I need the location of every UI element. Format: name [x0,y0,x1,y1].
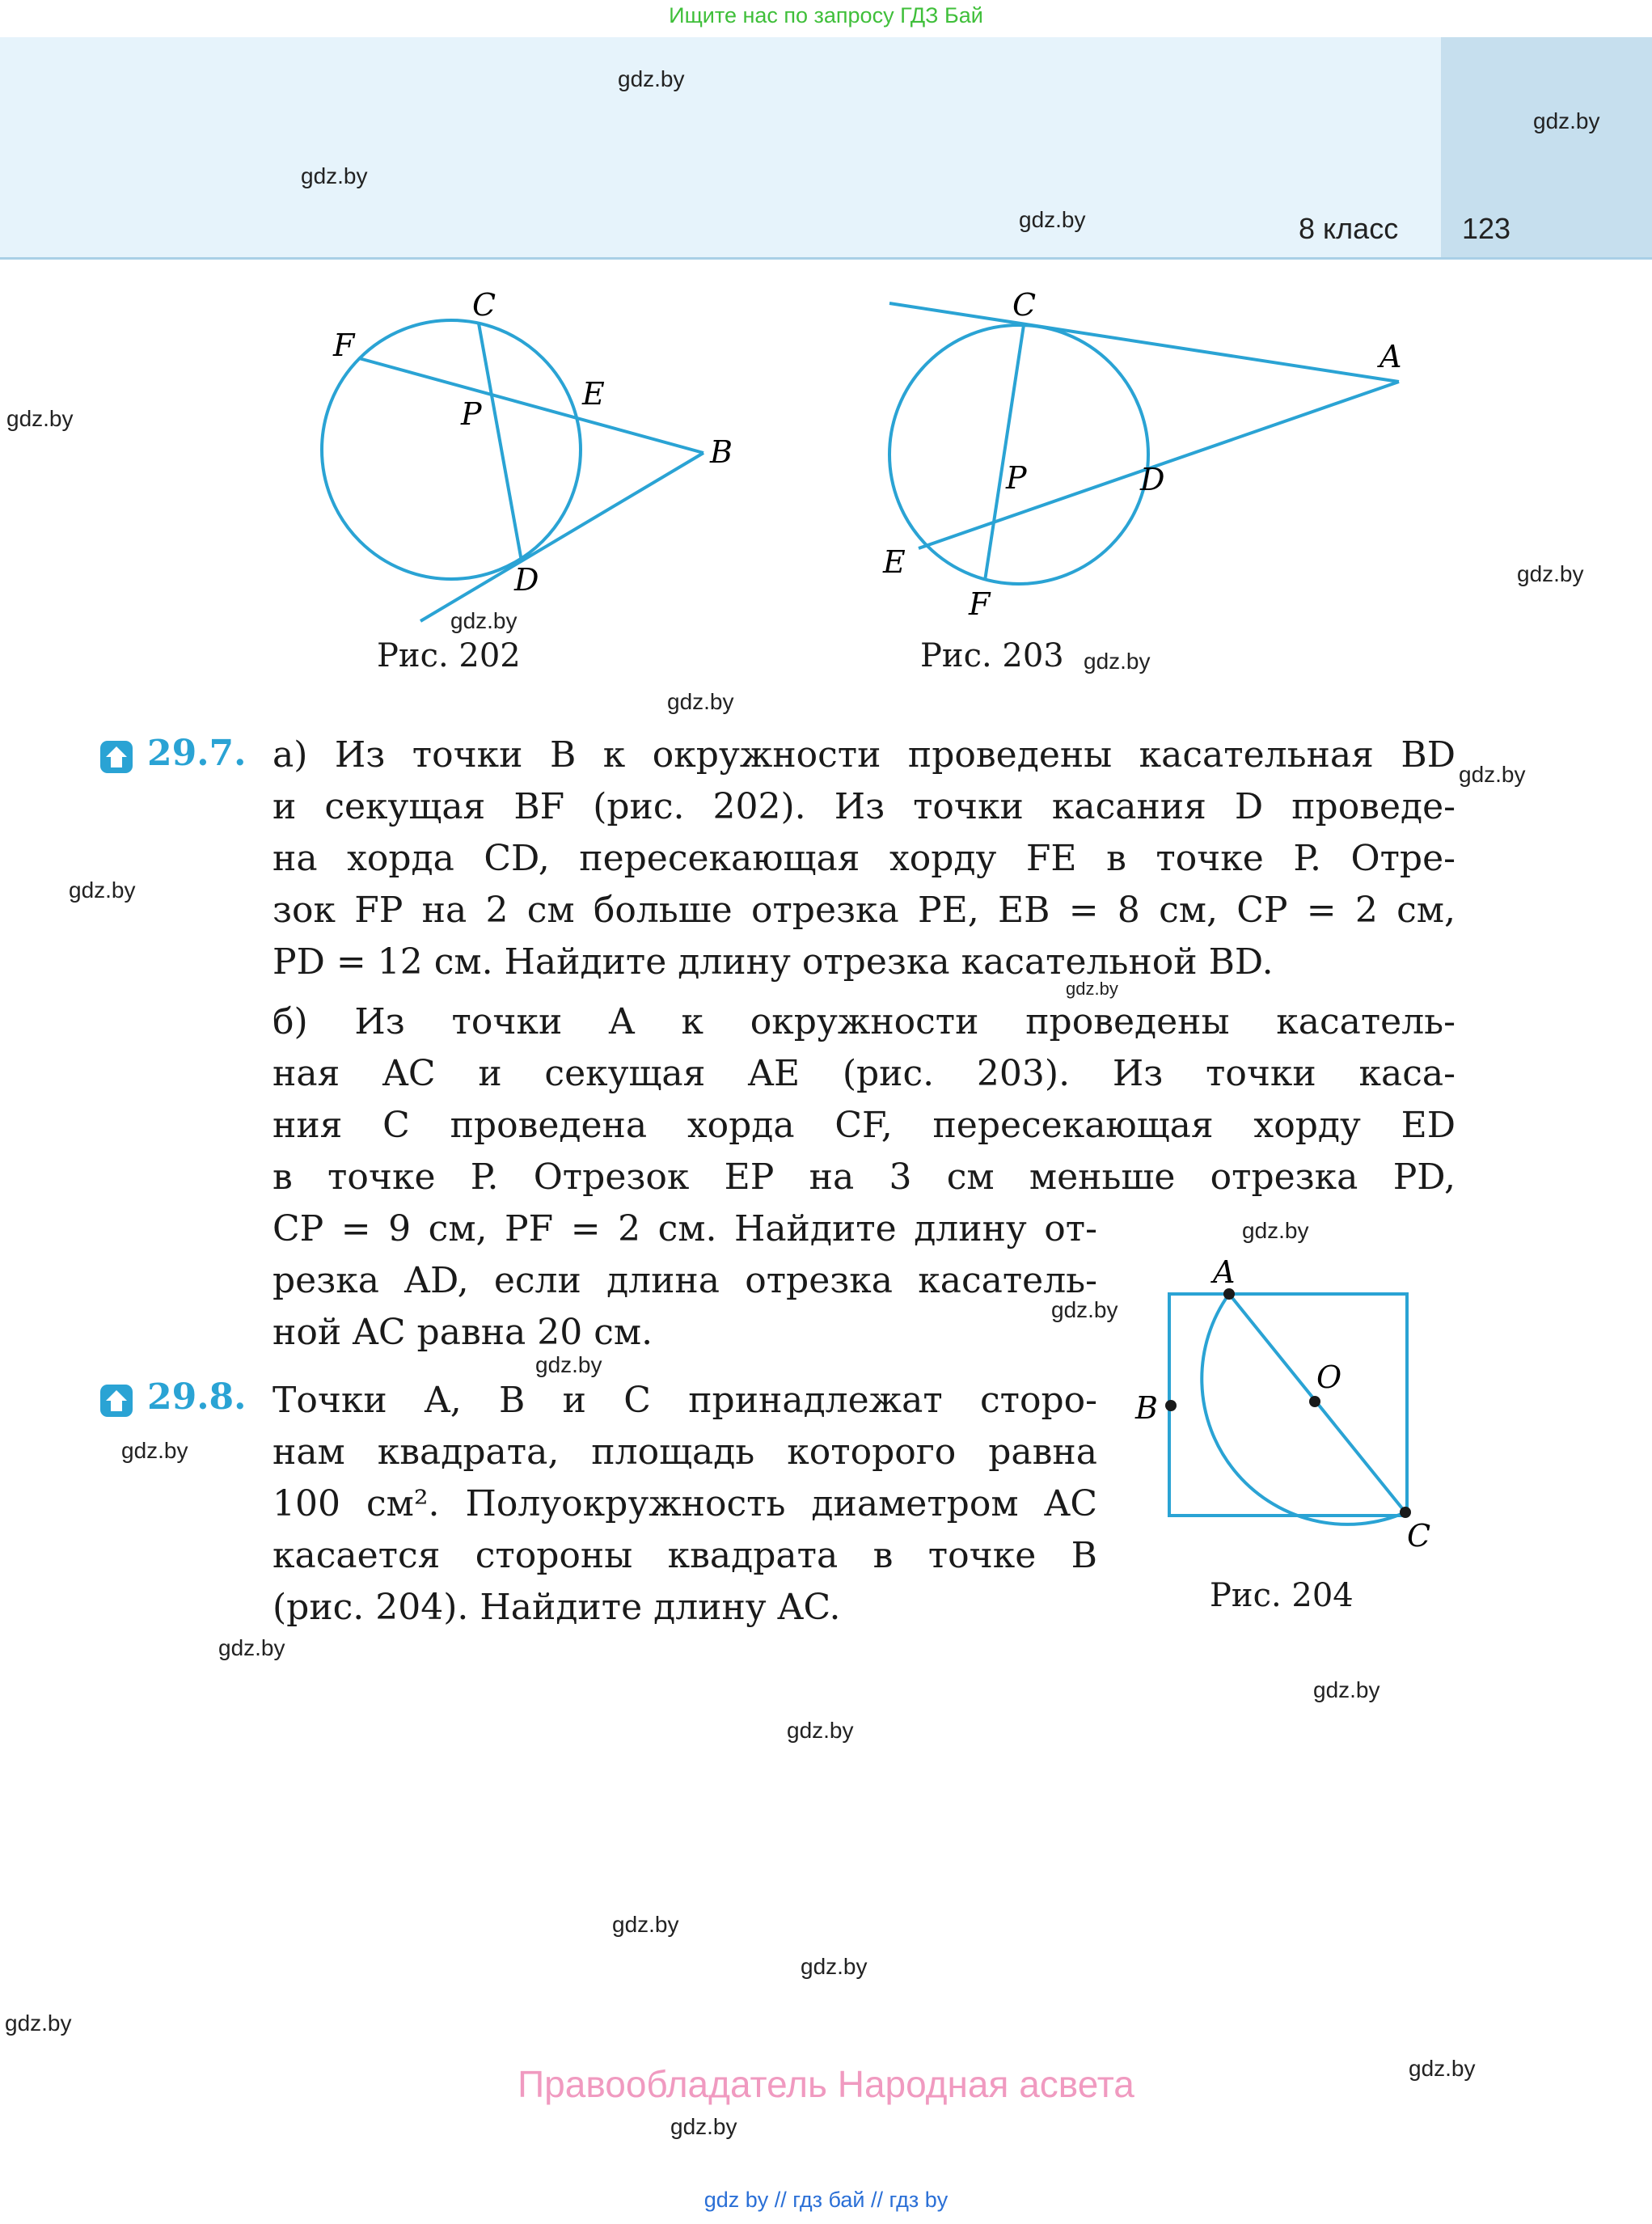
chord-cd [479,323,522,561]
label-O: O [1316,1359,1342,1395]
watermark: gdz.by [6,406,74,431]
page-header [0,37,1652,257]
label-F: F [333,328,355,363]
text-line: ной AC равна 20 см. [273,1312,653,1353]
problem-29-7-text-b-tail [273,1203,1097,1359]
watermark: gdz.by [218,1635,285,1660]
text-line: Точки A, B и C принадлежат сторо- [273,1380,1097,1421]
grade-label: 8 класс [1299,212,1399,245]
watermark: gdz.by [667,689,734,714]
label-P: P [1006,460,1027,496]
label-F: F [969,586,991,622]
problem-number: 29.7. [147,733,247,774]
header-divider [0,257,1652,260]
text-line: (рис. 204). Найдите длину AC. [273,1587,841,1628]
footer-links[interactable]: gdz by // гдз бай // гдз by [703,2188,949,2212]
text-line: б) Из точки A к окружности проведены касатель- [273,1001,1456,1042]
text-line: и секущая BF (рис. 202). Из точки касания D проведе- [273,786,1456,827]
problem-29-7-text-b [273,996,1456,1203]
watermark: gdz.by [1409,2056,1476,2081]
text-line: PD = 12 см. Найдите длину отрезка касательной BD. [273,941,1274,983]
figure-202-caption: Рис. 202 [377,637,521,674]
watermark: gdz.by [801,1954,868,1979]
problem-29-7-text-a [273,729,1456,988]
text-line: зок FP на 2 см больше отрезка PE, EB = 8 см, CP = 2 см, [273,890,1456,931]
figure-203 [873,275,1439,639]
label-C: C [1012,287,1037,323]
point-a [1223,1288,1235,1300]
watermark: gdz.by [1517,561,1584,586]
copyright-notice: Правообладатель Народная асвета [518,2063,1134,2105]
text-line: резка AD, если длина отрезка касатель- [273,1260,1097,1301]
secant-bf [359,358,703,453]
figure-202 [307,275,760,679]
text-line: CP = 9 см, PF = 2 см. Найдите длину от- [273,1208,1097,1249]
watermark: gdz.by [1242,1218,1309,1243]
label-A: A [1213,1254,1236,1290]
label-E: E [883,544,906,580]
semicircle [1202,1294,1405,1524]
watermark: gdz.by [1051,1297,1118,1322]
point-b [1165,1400,1177,1411]
label-C: C [472,287,496,323]
problem-29-8-text [273,1375,1097,1634]
label-A: A [1379,339,1402,374]
label-B: B [1135,1390,1158,1426]
label-E: E [582,376,605,412]
watermark: gdz.by [1084,649,1151,674]
text-line: в точке P. Отрезок EP на 3 см меньше отрезка PD, [273,1156,1456,1198]
watermark: gdz.by [618,66,685,91]
watermark: gdz.by [121,1438,188,1463]
label-P: P [461,396,482,432]
text-line: нам квадрата, площадь которого равна [273,1431,1097,1473]
watermark: gdz.by [1066,979,1118,999]
point-o [1309,1396,1320,1407]
page-number: 123 [1462,212,1511,245]
chord-cf [985,325,1024,581]
watermark: gdz.by [450,608,518,633]
home-icon [99,1383,134,1419]
label-C: C [1407,1518,1431,1554]
watermark: gdz.by [1459,762,1526,787]
watermark: gdz.by [5,2010,72,2036]
watermark: gdz.by [1019,207,1086,232]
top-search-note: Ищите нас по запросу ГДЗ Бай [669,3,983,27]
text-line: ния C проведена хорда CF, пересекающая хорду ED [273,1105,1456,1146]
label-D: D [1140,462,1165,497]
watermark: gdz.by [670,2114,737,2139]
watermark: gdz.by [612,1912,679,1937]
watermark: gdz.by [69,877,136,903]
watermark: gdz.by [535,1352,602,1377]
text-line: на хорда CD, пересекающая хорду FE в точке P. Отре- [273,838,1456,879]
tangent-ac [889,303,1402,382]
point-c [1400,1507,1411,1518]
watermark: gdz.by [1533,108,1600,133]
text-line: касается стороны квадрата в точке B [273,1535,1097,1576]
watermark: gdz.by [301,163,368,188]
text-line: 100 см². Полуокружность диаметром AC [273,1483,1097,1524]
problem-number: 29.8. [147,1376,247,1418]
figure-204-caption: Рис. 204 [1210,1577,1354,1614]
watermark: gdz.by [1313,1677,1380,1702]
label-B: B [710,434,733,470]
watermark: gdz.by [787,1718,854,1743]
figure-203-caption: Рис. 203 [920,637,1064,674]
label-D: D [514,562,539,598]
figure-204 [1124,1245,1447,1561]
text-line: а) Из точки B к окружности проведены касательная BD [273,734,1456,776]
home-icon [99,739,134,775]
tangent-bd [420,453,703,621]
text-line: ная AC и секущая AE (рис. 203). Из точки каса- [273,1053,1456,1094]
